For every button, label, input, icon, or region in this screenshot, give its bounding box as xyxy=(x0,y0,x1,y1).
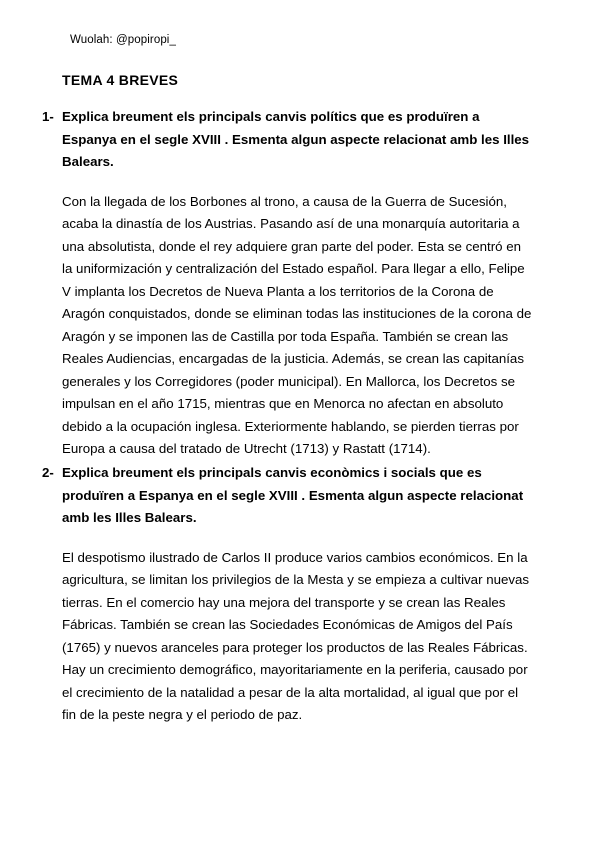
question-number: 2- xyxy=(42,465,54,480)
answer-line: fin de la peste negra y el periodo de paz. xyxy=(62,707,303,722)
answer-line: Aragón conquistados, donde se eliminan todas las instituciones de la corona de xyxy=(62,306,532,321)
answer-line: Reales Audiencias, encargadas de la justicia. Además, se crean las capitanías xyxy=(62,351,524,366)
question-line: amb les Illes Balears. xyxy=(62,510,197,525)
answer-paragraph xyxy=(62,191,532,461)
answer-line: Hay un crecimiento demográfico, mayoritariamente en la periferia, causado por xyxy=(62,662,528,677)
answer-line: debido a la ocupación inglesa. Exteriormente hablando, se pierden tierras por xyxy=(62,418,519,434)
question-line: Explica breument els principals canvis polítics que es produïren a xyxy=(62,109,480,124)
question-number: 1- xyxy=(42,109,54,124)
question-line: produïren a Espanya en el segle XVIII . Esmenta algun aspecte relacionat xyxy=(62,487,524,503)
author-header: Wuolah: @popiropi_ xyxy=(70,34,176,46)
question-text xyxy=(62,462,532,530)
question-line: Espanya en el segle XVIII . Esmenta algun aspecte relacionat amb les Illes xyxy=(62,131,530,147)
answer-line: V implanta los Decretos de Nueva Planta a los territorios de la Corona de xyxy=(62,283,494,299)
answer-line: impulsan en el año 1715, mientras que en Menorca no afectan en absoluto xyxy=(62,396,504,411)
page-title: TEMA 4 BREVES xyxy=(62,72,179,88)
answer-line: una absolutista, donde el rey adquiere gran parte del poder. Esta se centró en xyxy=(62,238,522,254)
question-line: Explica breument els principals canvis econòmics i socials que es xyxy=(62,465,482,480)
answer-line: el crecimiento de la natalidad a pesar de la alta mortalidad, al igual que por el xyxy=(62,684,519,700)
question-block-2 xyxy=(42,462,532,727)
answer-line: acaba la dinastía de los Austrias. Pasando así de una monarquía autoritaria a xyxy=(62,216,520,231)
answer-line: agricultura, se limitan los privilegios de la Mesta y se empieza a cultivar nuevas xyxy=(62,572,530,587)
answer-line: (1765) y nuevos aranceles para proteger los productos de las Reales Fábricas. xyxy=(62,639,528,655)
question-text xyxy=(62,106,532,174)
answer-line: El despotismo ilustrado de Carlos II produce varios cambios económicos. En la xyxy=(62,549,528,565)
answer-line: la uniformización y centralización del Estado español. Para llegar a ello, Felipe xyxy=(62,261,525,276)
answer-line: Europa a causa del tratado de Utrecht (1713) y Rastatt (1714). xyxy=(62,441,431,456)
question-block-1 xyxy=(42,106,532,461)
answer-line: generales y los Corregidores (poder municipal). En Mallorca, los Decretos se xyxy=(62,373,516,389)
answer-line: tierras. En el comercio hay una mejora del transporte y se crean las Reales xyxy=(62,594,506,610)
answer-line: Fábricas. También se crean las Sociedades Económicas de Amigos del País xyxy=(62,617,513,632)
answer-paragraph xyxy=(62,547,530,727)
question-line: Balears. xyxy=(62,154,114,169)
answer-line: Con la llegada de los Borbones al trono, a causa de la Guerra de Sucesión, xyxy=(62,193,507,209)
answer-line: Aragón y se imponen las de Castilla por toda España. También se crean las xyxy=(62,328,509,344)
